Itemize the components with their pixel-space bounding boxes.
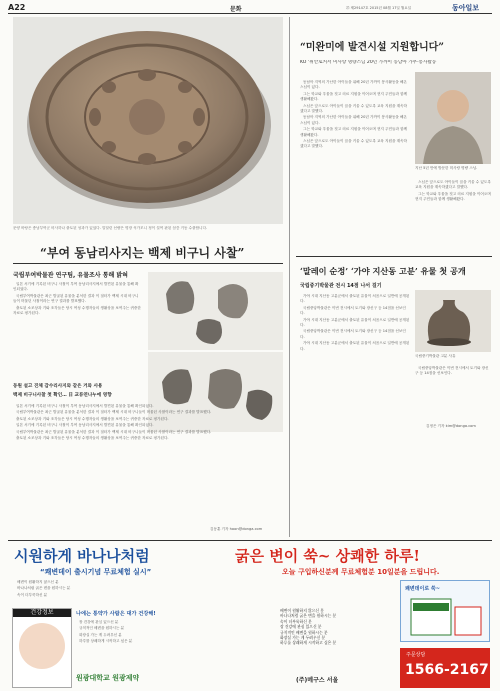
checklist-item: 규칙적인 배변을 원하시는 분 xyxy=(280,629,328,635)
story1-sub-question: 동원 설고 진체 감수리사지와 같은 거와 사용 xyxy=(13,384,103,389)
story2-paragraph: 스님은 앞으로도 아이들이 꿈을 키울 수 있도록 교육 지원을 계속하겠다고 말했다. xyxy=(415,180,491,190)
product-box xyxy=(400,580,490,642)
section-label: 문화 xyxy=(230,6,242,13)
story2-paragraph: 스님은 앞으로도 아이들이 꿈을 키울 수 있도록 교육 지원을 계속하겠다고 말했다. xyxy=(300,139,408,149)
story1-paragraph: 출토된 소조상과 기와 조각들은 당시 여성 수행자들의 생활상을 보여주는 귀중한 자료로 평가된다. xyxy=(16,416,169,421)
story2-paragraph: 그는 학교와 우물을 짓고 의료 지원을 이어오며 현지 주민들과 함께 생활해왔다. xyxy=(415,191,491,202)
health-info-box xyxy=(12,608,72,688)
intestine-illustration xyxy=(19,623,65,669)
story2-subhead: KO ‘위안로커서 미사랑 명량스님 20년 가까이 동남아 가무·봉사활동 xyxy=(300,60,437,65)
story1-paragraph: 일본 서기에 기록된 비구니 사찰이 부여 동남리사지에서 발견된 유물을 통해 확인되었다. xyxy=(13,282,139,292)
story3-byline: 김정은 기자 kim@donga.com xyxy=(426,424,476,428)
story1-subhead: 국립부여박물관 연구팀, 유물조사 통해 밝혀 xyxy=(13,272,128,279)
hotline-label: 주문상담 xyxy=(406,652,426,658)
ad-body-line: 하루를 상쾌하게 시작하고 싶은 분 xyxy=(79,639,133,644)
story2-paragraph: 그는 학교와 우물을 짓고 의료 지원을 이어오며 현지 주민들과 함께 생활해왔다. xyxy=(300,91,408,102)
story1-rule xyxy=(13,263,283,264)
ad-headline-b: 굵은 변이 쑥~ 상쾌한 하루! xyxy=(235,547,420,565)
story1-body xyxy=(13,282,141,380)
header-rule xyxy=(8,13,492,14)
ad-company: (주)메구스 서울 xyxy=(296,677,339,684)
column-divider xyxy=(289,17,290,537)
story1-paragraph: 국립부여박물관은 최근 발굴된 유물을 분석한 결과 이 절터가 백제 시대 비구니들이 머물던 사찰이라는 연구 결과를 발표했다. xyxy=(16,410,212,415)
story2-kicker: “미완미에 발견시설 지원합니다” xyxy=(300,42,445,53)
ad-body-line: 바나나처럼 굵은 변을 원하시는 분 xyxy=(17,586,71,591)
product-name: 쾌변데이로 쑥~ xyxy=(405,586,440,592)
story2-paragraph: 동남아 지역의 가난한 아이들을 위해 20년 가까이 봉사활동을 해온 스님이 있다. xyxy=(300,115,407,125)
story1-body-lower xyxy=(13,404,283,524)
checklist-item: 바나나처럼 굵은 변을 원하시는 분 xyxy=(280,613,337,619)
pottery-photo-caption: 국립중기박물관 고분 사유 xyxy=(415,354,456,358)
story1-sub-answer: 백제 비구니사찰 첫 확인… 日 교류연나누에 영향 xyxy=(13,393,112,398)
health-info-title: 건강정보 xyxy=(13,609,71,617)
story1-paragraph: 일본 서기에 기록된 비구니 사찰이 부여 동남리사지에서 발견된 유물을 통해 확인되었다. xyxy=(16,423,154,428)
page-number: A22 xyxy=(8,3,26,12)
story1-headline: “부여 동남리사지는 백제 비구니 사찰” xyxy=(40,246,245,260)
story1-paragraph: 출토된 소조상과 기와 조각들은 당시 여성 수행자들의 생활상을 보여주는 귀중한 자료로 평가된다. xyxy=(13,305,141,316)
story3-paragraph: 국립중앙박물관은 이번 전시에서 토기와 장신구 등 14점을 선보인다. xyxy=(300,329,406,339)
tile-photo-art xyxy=(13,17,283,224)
date-line: ㉗ 제29147호 2015년 08월 17일 월요일 xyxy=(346,6,412,10)
fragments-photo-top xyxy=(148,272,283,350)
story3-paragraph: 가야 시대 지산동 고분군에서 출토된 유물이 처음으로 일반에 공개된다. xyxy=(300,294,410,304)
story2-paragraph: 동남아 지역의 가난한 아이들을 위해 20년 가까이 봉사활동을 해온 스님이 있다. xyxy=(300,80,407,90)
pottery-photo-art xyxy=(415,290,491,352)
story1-byline: 김동훈 기자 hoon@donga.com xyxy=(210,527,263,531)
story2-paragraph: 그는 학교와 우물을 짓고 의료 지원을 이어오며 현지 주민들과 함께 생활해왔다. xyxy=(300,127,408,137)
ad-banner-b: 오늘 구입하신분께 무료체험분 10일분을 드립니다. xyxy=(282,568,440,576)
story2-body xyxy=(300,80,410,250)
ad-body-line: 장 건강에 관심 있으신 분 xyxy=(79,620,119,624)
product-package-art xyxy=(401,593,489,639)
hotline-box[interactable] xyxy=(400,648,490,688)
tile-photo xyxy=(13,17,283,224)
story3-kicker: ‘말레이 순정’ ‘가야 지산동 고분’ 유물 첫 공개 xyxy=(300,266,466,276)
story2-body-right xyxy=(415,180,491,252)
checklist-item: 속이 더부룩하신 분 xyxy=(280,618,312,624)
monk-photo-art xyxy=(415,72,491,164)
story3-paragraph: 국립중앙박물관은 이번 전시에서 토기와 장신구 등 14점을 선보인다. xyxy=(415,366,489,376)
ad-body-line: 화장실 가는 게 두려우신 분 xyxy=(79,632,122,637)
ad-checklist xyxy=(280,608,398,668)
story3-body-right xyxy=(415,366,491,420)
ad-box-body xyxy=(76,620,276,670)
story2-rule xyxy=(296,256,492,257)
ad-brand: 원광대학교 원광제약 xyxy=(76,674,140,682)
brand-logo: 동아일보 xyxy=(452,4,480,12)
monk-photo-caption: 지난 5년 만에 방문한 미사랑 명량 스님. xyxy=(415,166,478,170)
story1-paragraph: 국립부여박물관은 최근 발굴된 유물을 분석한 결과 이 절터가 백제 시대 비구니들이 머물던 사찰이라는 연구 결과를 발표했다. xyxy=(13,293,139,304)
hotline-phone: 1566-2167 xyxy=(405,662,489,678)
ad-body xyxy=(14,580,394,606)
story2-paragraph: 스님은 앞으로도 아이들이 꿈을 키울 수 있도록 교육 지원을 계속하겠다고 말했다. xyxy=(300,103,408,114)
ad-body-line: 규칙적인 배변을 원하시는 분 xyxy=(79,626,125,631)
story3-paragraph: 국립중앙박물관은 이번 전시에서 토기와 장신구 등 14점을 선보인다. xyxy=(300,305,406,316)
ad-body-line: 배변이 원활하지 않으신 분 xyxy=(17,580,59,584)
checklist-item: 배변이 원활하지 않으신 분 xyxy=(280,608,324,613)
story3-body xyxy=(300,294,410,420)
story3-subhead: 국립중기박물관 전시 14점 나서 걸기 xyxy=(300,283,382,289)
story1-paragraph: 일본 서기에 기록된 비구니 사찰이 부여 동남리사지에서 발견된 유물을 통해 확인되었다. xyxy=(16,404,154,408)
monk-photo xyxy=(415,72,491,164)
ad-body-line: 속이 더부룩하신 분 xyxy=(17,592,48,597)
checklist-item: 하루를 상쾌하게 시작하고 싶은 분 xyxy=(280,640,337,646)
ad-banner-a: “쾌변데이 출시기념 무료체험 실시” xyxy=(40,568,152,576)
ad-headline-a: 시원하게 바나나처럼 xyxy=(14,547,150,565)
ad-top-rule xyxy=(8,540,492,541)
checklist-item: 화장실 가는 게 두려우신 분 xyxy=(280,635,326,641)
story3-paragraph: 가야 시대 지산동 고분군에서 출토된 유물이 처음으로 일반에 공개된다. xyxy=(300,341,410,351)
pottery-photo xyxy=(415,290,491,352)
fragments-art-top xyxy=(148,272,283,350)
checklist-item: 장 건강에 관심 있으신 분 xyxy=(280,624,322,630)
story1-paragraph: 국립부여박물관은 최근 발굴된 유물을 분석한 결과 이 절터가 백제 시대 비구니들이 머물던 사찰이라는 연구 결과를 발표했다. xyxy=(16,429,212,434)
tile-photo-caption: 문양 바탕은 충남부여군 비사하나 출토된 성과가 있었다. 말달린 선량은 명장 석가모니 정이 설여 판된 삼층 거동 수출합니다. xyxy=(13,226,208,230)
story1-paragraph: 출토된 소조상과 기와 조각들은 당시 여성 수행자들의 생활상을 보여주는 귀중한 자료로 평가된다. xyxy=(16,436,169,441)
story3-paragraph: 가야 시대 지산동 고분군에서 출토된 유물이 처음으로 일반에 공개된다. xyxy=(300,317,410,328)
ad-box-heading: 나에는 통약가 사람은 대가 건강해! xyxy=(76,611,156,617)
